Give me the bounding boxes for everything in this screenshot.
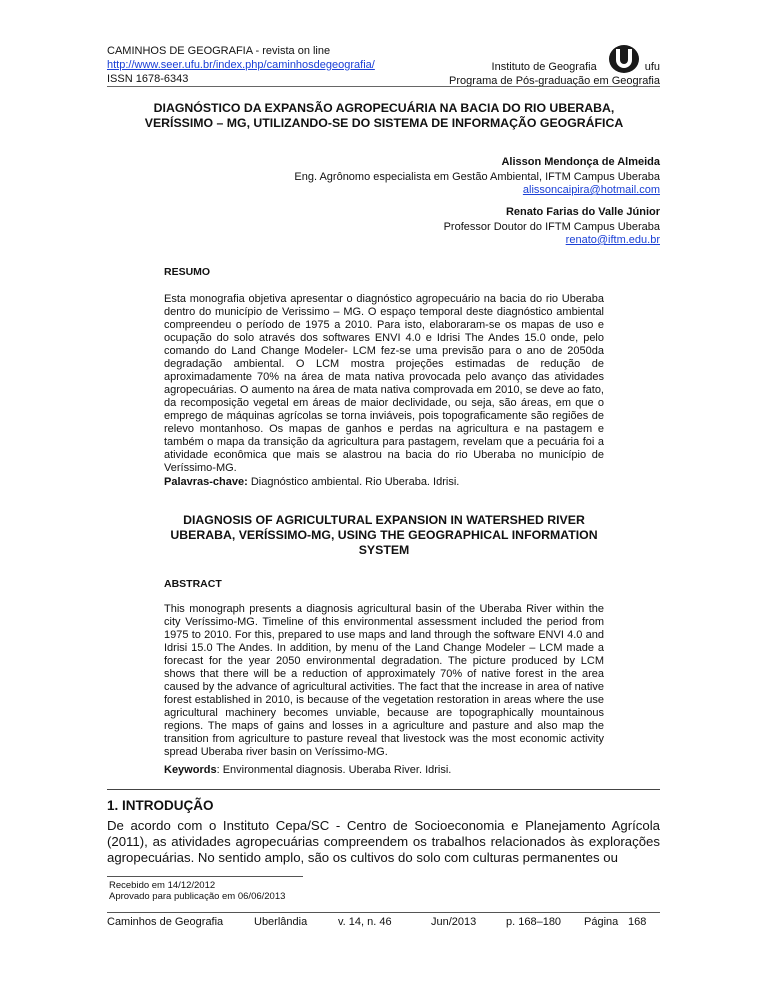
resumo-keywords (164, 476, 459, 488)
journal-url-link[interactable]: http://www.seer.ufu.br/index.php/caminhosdegeografia/ (107, 59, 375, 71)
footnote-received: Recebido em 14/12/2012 (109, 880, 216, 891)
institution-header (449, 44, 660, 88)
english-title: DIAGNOSIS OF AGRICULTURAL EXPANSION IN WATERSHED RIVER UBERABA, VERÍSSIMO-MG, USING THE GEOGRAPHICAL INFORMATION SYSTEM (170, 513, 598, 557)
author-name: Renato Farias do Valle Júnior (505, 206, 660, 218)
footer-page-number: 168 (628, 916, 647, 928)
program-name: Programa de Pós-graduação em Geografia (449, 75, 660, 87)
footer-city: Uberlândia (254, 916, 308, 928)
author-email-link[interactable]: alissoncaipira@hotmail.com (522, 184, 660, 196)
journal-name: CAMINHOS DE GEOGRAFIA - revista on line (107, 45, 331, 57)
journal-header (107, 44, 375, 86)
footer-pages: p. 168–180 (506, 916, 562, 928)
author-block-2 (444, 206, 660, 247)
abstract-text: This monograph presents a diagnosis agricultural basin of the Uberaba River within the city Veríssimo-MG. Timeline of this environmental assessment included the period from 1975 to 2010. For this, prepared to use maps and land through the software ENVI 4.0 and Idrisi 15.0 The Andes. In addition, by menu of the Land Change Modeler – LCM made a forecast for the year 2050 environmental degradation. The picture produced by LCM shows that there will be a reduction of approximately 70% of native forest in the area caused by the advance of agricultural activities. The fact that the increase in area of native forest established in 2010, is because of the vegetation restoration in areas where the use agricultural machinery becomes unviable, because are topographically mountainous regions. The maps of gains and losses in a agriculture and pasture and also map the transition from agriculture to pasture reveal that livestock was the most economic activity spread Uberaba river basin on Veríssimo-MG. (164, 603, 604, 758)
paper-title: DIAGNÓSTICO DA EXPANSÃO AGROPECUÁRIA NA BACIA DO RIO UBERABA, VERÍSSIMO – MG, UTILIZANDO-SE DO SISTEMA DE INFORMAÇÃO GEOGRÁFICA (144, 101, 624, 130)
keywords-text: : Environmental diagnosis. Uberaba River. Idrisi. (216, 764, 452, 776)
keywords-text: Diagnóstico ambiental. Rio Uberaba. Idrisi. (247, 476, 460, 488)
author-affiliation: Professor Doutor do IFTM Campus Uberaba (443, 221, 660, 233)
ufu-label: ufu (644, 61, 660, 73)
abstract-heading: ABSTRACT (164, 578, 222, 590)
footnote-divider (107, 876, 303, 877)
author-email-link[interactable]: renato@iftm.edu.br (565, 234, 660, 246)
footer-volume: v. 14, n. 46 (338, 916, 392, 928)
author-affiliation: Eng. Agrônomo especialista em Gestão Ambiental, IFTM Campus Uberaba (294, 171, 660, 183)
footnote-approved: Aprovado para publicação em 06/06/2013 (109, 891, 286, 902)
footer-journal: Caminhos de Geografia (107, 916, 224, 928)
page-footer (107, 916, 660, 928)
abstract-keywords (164, 764, 451, 776)
keywords-label: Keywords (164, 764, 217, 776)
institute-name: Instituto de Geografia (491, 61, 597, 73)
resumo-heading: RESUMO (164, 266, 211, 278)
ufu-logo-icon (607, 44, 641, 74)
intro-heading: 1. INTRODUÇÃO (107, 798, 214, 813)
intro-text: De acordo com o Instituto Cepa/SC - Centro de Socioeconomia e Planejamento Agrícola (2011), as atividades agropecuárias compreendem os trabalhos relacionados às explorações agropecuárias. No sentido amplo, são os cultivos do solo com culturas permanentes ou (107, 818, 660, 865)
footer-date: Jun/2013 (431, 916, 477, 928)
footer-divider (107, 912, 660, 913)
footer-page-label: Página (584, 916, 619, 928)
section-divider (107, 789, 660, 790)
author-name: Alisson Mendonça de Almeida (501, 156, 660, 168)
keywords-label: Palavras-chave: (164, 476, 248, 488)
resumo-text: Esta monografia objetiva apresentar o diagnóstico agropecuário na bacia do rio Uberaba dentro do município de Verissimo – MG. O espaço temporal deste diagnóstico ambiental compreendeu o período de 1975 a 2010. Para isto, elaboraram-se os mapas de uso e ocupação do solo através dos softwares ENVI 4.0 e Idrisi The Andes 15.0 onde, pelo comando do Land Change Modeler- LCM fez-se uma previsão para o ano de 2050da degradação ambiental. O LCM mostra projeções estimadas de redução de aproximadamente 70% na área de mata nativa provocada pelo avanço das atividades agropecuárias. O aumento na área de mata nativa comprovada em 2010, se deve ao fato, da recomposição vegetal em áreas de maior declividade, ou seja, são áreas, em que o emprego de máquinas agrícolas se torna inviáveis, pois topograficamente são regiões de relevo montanhoso. Os mapas de ganhos e perdas na agricultura e na pastagem e também o mapa da transição da agricultura para pastagem, revelam que a pecuária foi a atividade econômica que mais se alastrou na bacia do rio Uberaba no município de Veríssimo-MG. (164, 293, 604, 474)
header-divider (107, 86, 660, 87)
author-block-1 (294, 156, 660, 197)
issn: ISSN 1678-6343 (107, 73, 189, 85)
